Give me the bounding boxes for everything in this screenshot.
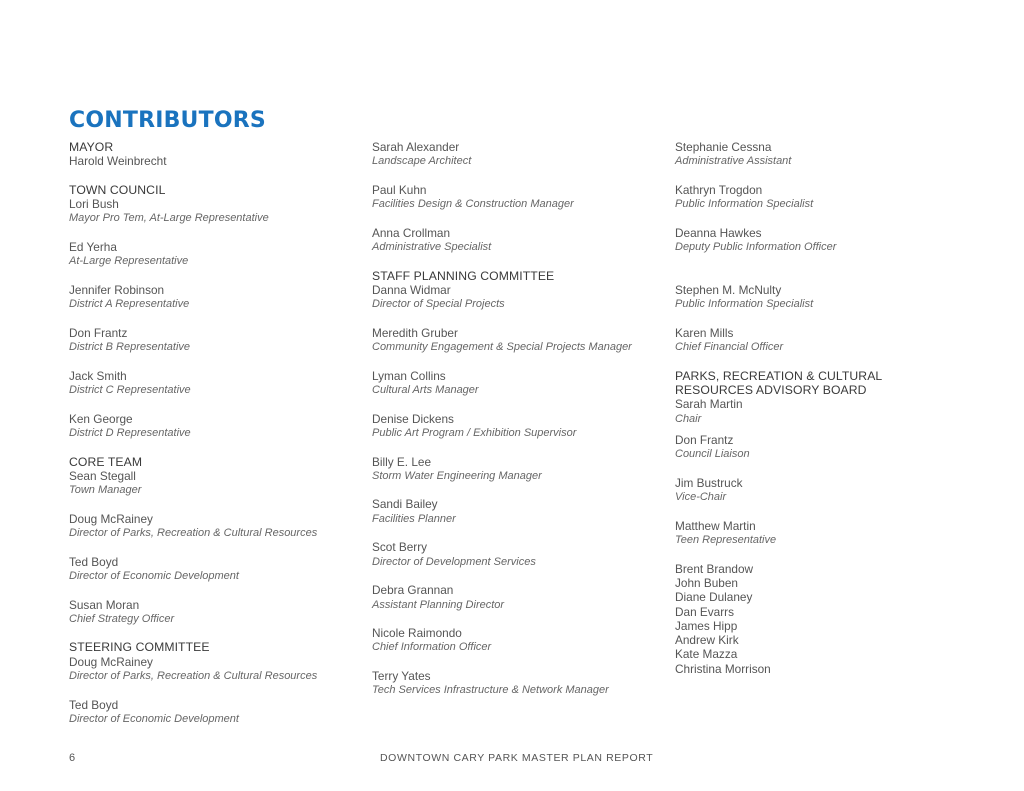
contributor-name: Jim Bustruck — [675, 475, 743, 490]
contributor-role: Facilities Planner — [372, 512, 456, 525]
section-heading: RESOURCES ADVISORY BOARD — [675, 383, 867, 398]
spacer — [372, 612, 662, 626]
contributor-role: Public Information Specialist — [675, 298, 814, 311]
spacer — [372, 526, 662, 540]
contributor-role: Administrative Specialist — [372, 241, 492, 254]
contributor-name: Diane Dulaney — [675, 590, 753, 605]
contributor-name: Meredith Gruber — [372, 325, 458, 340]
spacer — [69, 497, 359, 511]
spacer — [69, 226, 359, 240]
spacer — [372, 440, 662, 454]
contributor-role: Director of Parks, Recreation & Cultural Resources — [69, 669, 318, 682]
contributor-name: Jack Smith — [69, 368, 127, 383]
contributor-name: Ed Yerha — [69, 240, 117, 255]
contributor-role: District B Representative — [69, 341, 191, 354]
contributor-role: Mayor Pro Tem, At-Large Representative — [69, 212, 269, 225]
spacer — [69, 312, 359, 326]
spacer — [372, 354, 662, 368]
section-heading: MAYOR — [69, 140, 114, 154]
contributor-name: Sean Stegall — [69, 468, 136, 483]
contributor-name: Andrew Kirk — [675, 633, 739, 648]
contributor-name: Deanna Hawkes — [675, 225, 762, 240]
spacer — [675, 462, 965, 476]
contributor-role: Public Art Program / Exhibition Supervisor — [372, 426, 577, 439]
contributor-role: Administrative Assistant — [675, 155, 792, 168]
contributor-role: Director of Development Services — [372, 555, 536, 568]
spacer — [675, 312, 965, 326]
spacer — [675, 169, 965, 183]
contributors-column-3 — [675, 140, 965, 676]
contributor-name: Nicole Raimondo — [372, 626, 462, 641]
contributor-name: Lyman Collins — [372, 368, 446, 383]
contributor-name: Kathryn Trogdon — [675, 182, 763, 197]
contributor-role: Cultural Arts Manager — [372, 384, 479, 397]
contributor-name: Paul Kuhn — [372, 182, 427, 197]
spacer — [372, 312, 662, 326]
section-heading: TOWN COUNCIL — [69, 182, 166, 197]
contributor-name: Terry Yates — [372, 668, 431, 683]
spacer — [675, 426, 965, 433]
contributor-name: Billy E. Lee — [372, 454, 432, 469]
contributor-role: Tech Services Infrastructure & Network Manager — [372, 684, 609, 697]
contributor-role: Chief Information Officer — [372, 641, 492, 654]
spacer — [69, 397, 359, 411]
contributor-name: Sarah Martin — [675, 397, 743, 412]
contributor-role: At-Large Representative — [69, 255, 189, 268]
spacer — [675, 547, 965, 561]
contributor-role: Deputy Public Information Officer — [675, 241, 837, 254]
contributor-name: Don Frantz — [675, 432, 734, 447]
contributor-role: Chair — [675, 412, 702, 425]
contributor-role: Director of Economic Development — [69, 712, 239, 725]
contributor-name: Karen Mills — [675, 325, 734, 340]
contributor-name: Danna Widmar — [372, 282, 451, 297]
contributor-name: James Hipp — [675, 618, 738, 633]
contributor-role: Public Information Specialist — [675, 198, 814, 211]
contributor-role: Landscape Architect — [372, 155, 472, 168]
page-number: 6 — [69, 752, 76, 764]
spacer — [675, 354, 965, 368]
contributor-name: Susan Moran — [69, 597, 140, 612]
contributor-name: Matthew Martin — [675, 518, 756, 533]
section-heading: CORE TEAM — [69, 454, 143, 469]
contributor-name: Brent Brandow — [675, 561, 754, 576]
spacer — [675, 254, 965, 268]
contributor-role: Storm Water Engineering Manager — [372, 469, 542, 482]
contributor-name: Anna Crollman — [372, 225, 451, 240]
contributor-role: District A Representative — [69, 298, 190, 311]
contributor-role: District C Representative — [69, 384, 191, 397]
contributor-role: Town Manager — [69, 484, 142, 497]
contributor-role: Community Engagement & Special Projects Manager — [372, 341, 632, 354]
contributor-role: Director of Economic Development — [69, 569, 239, 582]
contributor-role: Director of Special Projects — [372, 298, 505, 311]
contributor-role: Assistant Planning Director — [372, 598, 505, 611]
contributors-column-1 — [69, 140, 359, 726]
contributor-name: Doug McRainey — [69, 654, 153, 669]
spacer — [372, 169, 662, 183]
contributor-role: Vice-Chair — [675, 491, 727, 504]
contributor-name: Ted Boyd — [69, 554, 119, 569]
section-heading: PARKS, RECREATION & CULTURAL — [675, 368, 883, 383]
contributor-name: Dan Evarrs — [675, 604, 735, 619]
spacer — [69, 626, 359, 640]
spacer — [69, 583, 359, 597]
contributor-role: Director of Parks, Recreation & Cultural Resources — [69, 527, 318, 540]
contributor-name: Stephen M. McNulty — [675, 282, 782, 297]
spacer — [372, 483, 662, 497]
contributor-name: Sandi Bailey — [372, 497, 438, 512]
contributor-name: Lori Bush — [69, 197, 119, 212]
contributor-name: Debra Grannan — [372, 583, 454, 598]
spacer — [69, 354, 359, 368]
contributor-name: John Buben — [675, 575, 738, 590]
contributor-name: Ted Boyd — [69, 697, 119, 712]
spacer — [69, 440, 359, 454]
contributor-name: Kate Mazza — [675, 647, 738, 662]
spacer — [675, 504, 965, 518]
contributor-name: Ken George — [69, 411, 133, 426]
spacer — [69, 540, 359, 554]
contributor-name: Christina Morrison — [675, 661, 771, 676]
spacer — [372, 211, 662, 225]
report-title: DOWNTOWN CARY PARK MASTER PLAN REPORT — [380, 752, 654, 764]
spacer — [69, 683, 359, 697]
spacer — [69, 169, 359, 183]
contributor-name: Stephanie Cessna — [675, 140, 772, 154]
contributor-name: Scot Berry — [372, 540, 428, 555]
contributor-role: Chief Strategy Officer — [69, 612, 175, 625]
spacer — [372, 569, 662, 583]
contributor-role: Council Liaison — [675, 448, 750, 461]
section-heading: STEERING COMMITTEE — [69, 640, 210, 655]
contributor-name: Denise Dickens — [372, 411, 454, 426]
spacer — [69, 269, 359, 283]
spacer — [372, 254, 662, 268]
spacer — [675, 269, 965, 283]
spacer — [372, 655, 662, 669]
contributor-role: District D Representative — [69, 426, 191, 439]
spacer — [372, 397, 662, 411]
spacer — [675, 211, 965, 225]
contributor-role: Teen Representative — [675, 534, 777, 547]
page-title: CONTRIBUTORS — [69, 108, 266, 133]
contributor-name: Jennifer Robinson — [69, 282, 165, 297]
contributors-column-2 — [372, 140, 662, 698]
contributor-role: Chief Financial Officer — [675, 341, 784, 354]
contributor-name: Don Frantz — [69, 325, 128, 340]
contributor-name: Sarah Alexander — [372, 140, 460, 154]
contributor-name: Doug McRainey — [69, 511, 153, 526]
contributor-role: Facilities Design & Construction Manager — [372, 198, 574, 211]
contributor-name: Harold Weinbrecht — [69, 154, 167, 169]
section-heading: STAFF PLANNING COMMITTEE — [372, 268, 555, 283]
